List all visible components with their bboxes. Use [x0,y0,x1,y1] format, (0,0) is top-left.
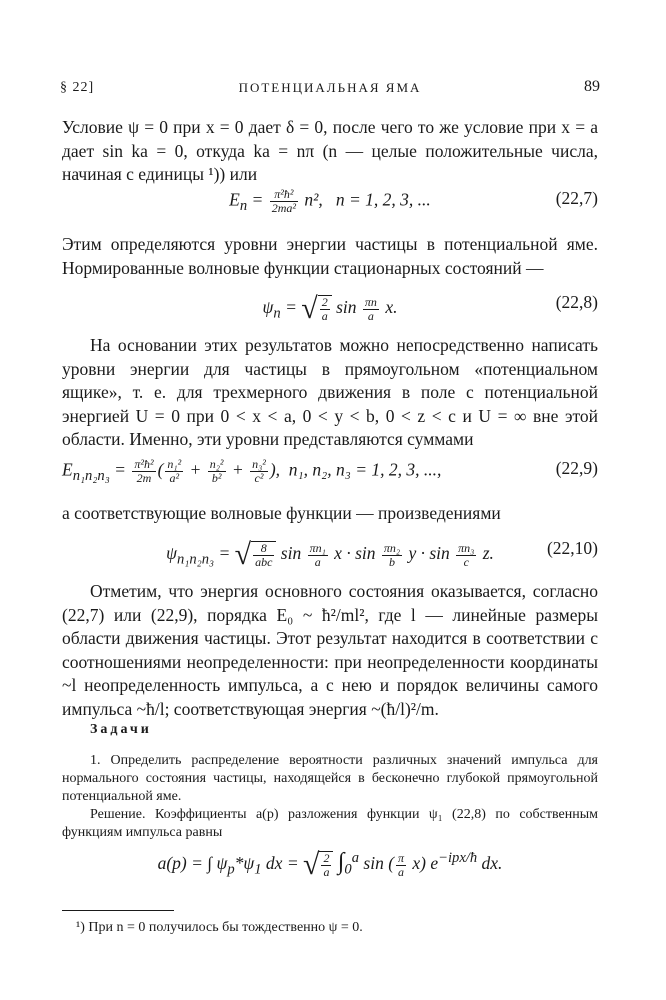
equation-body: $E_{n_1n_2n_3}$ = $\frac{\text{π²ħ²}}{2m}$ ( $\frac{\text{n₁²}}{\text{a²}}$ + $\frac{\text{n₂²}}{\text{b²}}$ + $\frac{\text{n₃²}}{\text{c²}}$ ), n₁, n₂, n₃ = 1, 2, 3, ..., [62,457,442,485]
solution-text: Решение. Коэффициенты a(p) разложения функции ψ₁ (22,8) по собственным функциям импульса равны [62,807,598,840]
equation-22-9 [62,448,598,492]
page-number: 89 [584,78,600,95]
footnote: ¹) При n = 0 получилось бы тождественно ψ = 0. [76,920,363,935]
equation-number: (22,7) [555,188,598,208]
running-header [60,78,600,102]
paragraph-1: Условие ψ = 0 при x = 0 дает δ = 0, после чего то же условие при x = a дает sin ka = 0, откуда ka = nπ (n — целые положительные числа, начиная с единицы ¹)) или [62,117,598,184]
footnote-rule [62,910,174,911]
paragraph-4: а соответствующие волновые функции — произведениями [62,503,501,523]
paragraph-2: Этим определяются уровни энергии частицы в потенциальной яме. Нормированные волновые функции стационарных состояний — [62,234,598,278]
section-label: § 22] [60,80,95,95]
running-title: ПОТЕНЦИАЛЬНАЯ ЯМА [238,80,422,95]
equation-number: (22,9) [555,458,598,478]
equation-body: $E_n$ = $\frac{\text{π²ħ²}}{\text{2ma²}}$ n², n = 1, 2, 3, ... [229,187,431,215]
paragraph-5: Отметим, что энергия основного состояния оказывается, согласно (22,7) или (22,9), порядка E₀ ~ ħ²/ml², где l — линейные размеры области движения частицы. Этот результат находится в соответствии с соотношениями неопределенности: при неопределенности координаты ~l неопределенность импульса, а с нею и порядок величины самого импульса ~ħ/l; соответствующая энергия ~(ħ/l)²/m. [62,581,598,719]
equation-22-7 [62,178,598,222]
paragraph-3: На основании этих результатов можно непосредственно написать уровни энергии для частицы в прямоугольном «потенциальном ящике», т. е. для трехмерного движения в поле с потенциальной энергией U = 0 при 0 < x < a, 0 < y < b, 0 < z < c и U = ∞ вне этой области. Именно, эти уровни представляются суммами [62,335,598,449]
equation-body: a(p) = ∫ $\psi_p*\psi_1$ dx = √ $\frac{2}{a}$ $\int_0^a$ sin ( $\frac{\pi}{a}$ x) $e^{-ipx/ħ}$ dx. [157,848,503,881]
equation-body: $\psi_{n_1n_2n_3}$ = √ $\frac{8}{\text{abc}}$ sin $\frac{\text{πn₁}}{a}$ x · sin $\frac{\text{πn₂}}{b}$ y · sin $\frac{\text{πn₃}}{c}$ z. [166,538,494,571]
equation-number: (22,8) [555,292,598,312]
equation-22-10 [62,528,598,572]
equation-body: $\psi_n$ = √ $\frac{2}{a}$ sin $\frac{\pi n}{a}$ x. [262,292,398,325]
equation-integral [62,838,598,882]
equation-number: (22,10) [546,538,598,558]
equation-22-8 [62,282,598,326]
task-1: 1. Определить распределение вероятности различных значений импульса для нормального состояния частицы, находящейся в бесконечно глубокой прямоугольной потенциальной яме. [62,753,598,804]
problems-heading: Задачи [90,722,152,737]
